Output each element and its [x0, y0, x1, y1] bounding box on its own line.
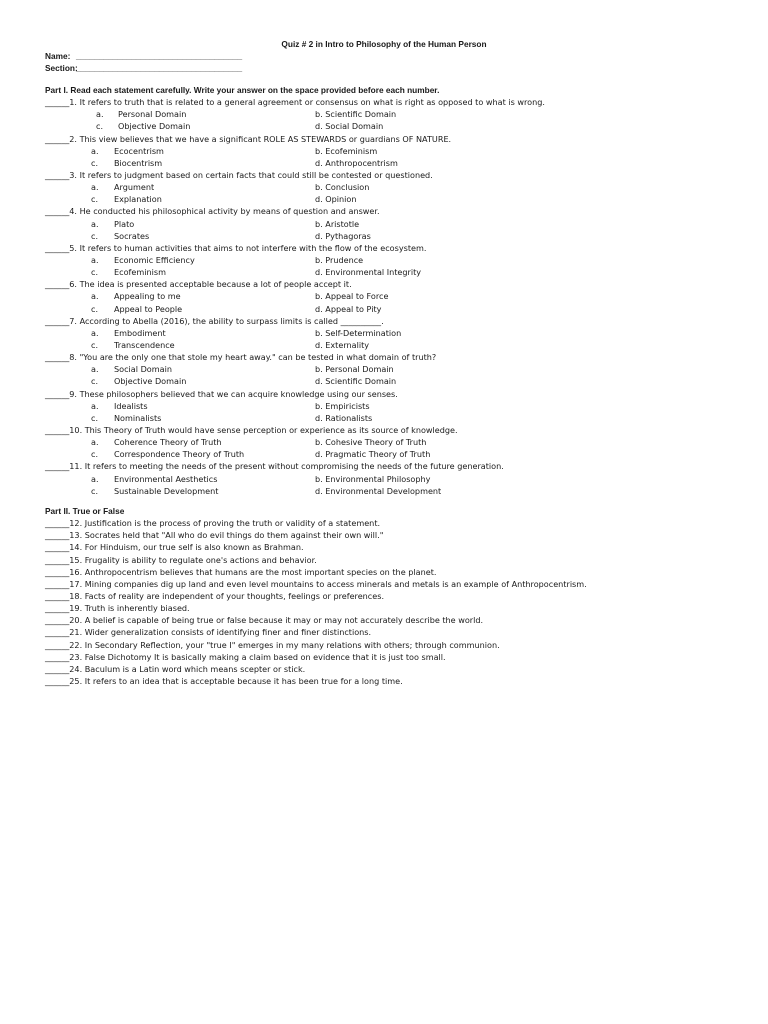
option-row	[45, 412, 725, 424]
option-right: d. Scientific Domain	[315, 376, 397, 387]
option-row	[45, 193, 725, 205]
option-letter: a.	[91, 291, 99, 302]
option-right: d. Social Domain	[315, 121, 384, 132]
part-one-heading: Part I. Read each statement carefully. Write your answer on the space provided before each number.	[45, 85, 440, 95]
true-false-item: ______16. Anthropocentrism believes that humans are the most important species on the planet.	[45, 566, 437, 577]
option-right: b. Prudence	[315, 254, 364, 265]
question-5: ______5. It refers to human activities that aims to not interfere with the flow of the ecosystem.	[45, 242, 427, 253]
option-letter: c.	[91, 230, 99, 241]
option-text: Social Domain	[114, 364, 172, 375]
option-text: Personal Domain	[118, 109, 187, 120]
option-right: d. Environmental Development	[315, 485, 442, 496]
true-false-item: ______20. A belief is capable of being true or false because it may or may not accurately describe the world.	[45, 615, 484, 626]
option-row	[45, 485, 725, 497]
name-label: Name:	[45, 51, 71, 61]
name-blank: ____________________________________	[76, 51, 243, 61]
option-row	[45, 448, 725, 460]
part-two	[45, 505, 725, 687]
option-row	[45, 436, 725, 448]
part-one-questions	[45, 96, 725, 497]
true-false-item: ______21. Wider generalization consists of identifying finer and finer distinctions.	[45, 627, 372, 638]
option-row	[45, 218, 725, 230]
true-false-item: ______18. Facts of reality are independent of your thoughts, feelings or preferences.	[45, 590, 385, 601]
question-1: ______1. It refers to truth that is related to a general agreement or consensus on what is right as opposed to what is wrong.	[45, 97, 545, 108]
option-text: Explanation	[114, 194, 162, 205]
question-7: ______7. According to Abella (2016), the ability to surpass limits is called __________.	[45, 315, 384, 326]
option-row	[45, 339, 725, 351]
option-row	[45, 145, 725, 157]
option-row	[45, 303, 725, 315]
section-blank: ____________________________________	[76, 63, 243, 73]
option-text: Objective Domain	[114, 376, 187, 387]
option-letter: c.	[91, 303, 99, 314]
question-9: ______9. These philosophers believed that we can acquire knowledge using our senses.	[45, 388, 398, 399]
option-text: Sustainable Development	[114, 485, 219, 496]
option-text: Correspondence Theory of Truth	[114, 449, 245, 460]
option-text: Appeal to People	[114, 303, 183, 314]
option-right: d. Pythagoras	[315, 230, 371, 241]
part-two-items	[45, 517, 725, 687]
true-false-item: ______24. Baculum is a Latin word which means scepter or stick.	[45, 663, 306, 674]
true-false-item: ______14. For Hinduism, our true self is also known as Brahman.	[45, 542, 304, 553]
option-text: Economic Efficiency	[114, 254, 195, 265]
option-letter: a.	[91, 182, 99, 193]
question-2: ______2. This view believes that we have a significant ROLE AS STEWARDS or guardians OF NATURE.	[45, 133, 452, 144]
option-row	[45, 327, 725, 339]
true-false-item: ______22. In Secondary Reflection, your "true I" emerges in my many relations with others; through communion.	[45, 639, 500, 650]
option-letter: c.	[96, 121, 104, 132]
option-right: b. Ecofeminism	[315, 145, 378, 156]
option-right: b. Scientific Domain	[315, 109, 397, 120]
option-right: d. Externality	[315, 339, 370, 350]
option-text: Nominalists	[114, 412, 162, 423]
option-text: Environmental Aesthetics	[114, 473, 218, 484]
part-one	[45, 84, 725, 497]
option-letter: c.	[91, 376, 99, 387]
option-right: b. Personal Domain	[315, 364, 394, 375]
option-text: Socrates	[114, 230, 150, 241]
option-row	[45, 266, 725, 278]
option-letter: c.	[91, 412, 99, 423]
option-text: Embodiment	[114, 327, 166, 338]
option-row	[45, 363, 725, 375]
option-right: d. Appeal to Pity	[315, 303, 382, 314]
part-two-heading: Part II. True or False	[45, 506, 125, 516]
option-letter: a.	[96, 109, 104, 120]
option-letter: c.	[91, 449, 99, 460]
section-label: Section:	[45, 63, 78, 73]
true-false-item: ______23. False Dichotomy It is basically making a claim based on evidence that it is just too small.	[45, 651, 446, 662]
option-letter: a.	[91, 437, 99, 448]
option-row	[45, 290, 725, 302]
option-text: Appealing to me	[114, 291, 181, 302]
option-row	[45, 181, 725, 193]
option-row	[45, 375, 725, 387]
true-false-item: ______25. It refers to an idea that is acceptable because it has been true for a long time.	[45, 675, 403, 686]
option-text: Plato	[114, 218, 135, 229]
section-line	[45, 62, 243, 74]
question-10: ______10. This Theory of Truth would have sense perception or experience as its source of knowledge.	[45, 424, 458, 435]
true-false-item: ______13. Socrates held that "All who do evil things do them against their own will."	[45, 530, 384, 541]
option-right: d. Rationalists	[315, 412, 373, 423]
option-right: d. Anthropocentrism	[315, 157, 398, 168]
option-row	[45, 157, 725, 169]
name-line	[45, 50, 243, 62]
option-right: b. Appeal to Force	[315, 291, 389, 302]
option-letter: a.	[91, 473, 99, 484]
option-letter: c.	[91, 339, 99, 350]
option-text: Ecofeminism	[114, 267, 166, 278]
option-right: b. Empiricists	[315, 400, 370, 411]
option-right: b. Conclusion	[315, 182, 370, 193]
option-letter: c.	[91, 194, 99, 205]
option-row	[45, 254, 725, 266]
option-text: Argument	[114, 182, 155, 193]
true-false-item: ______15. Frugality is ability to regulate one's actions and behavior.	[45, 554, 317, 565]
question-11: ______11. It refers to meeting the needs of the present without compromising the needs of the future generation.	[45, 461, 504, 472]
question-4: ______4. He conducted his philosophical activity by means of question and answer.	[45, 206, 380, 217]
option-text: Ecocentrism	[114, 145, 164, 156]
option-right: b. Self-Determination	[315, 327, 402, 338]
option-text: Coherence Theory of Truth	[114, 437, 222, 448]
true-false-item: ______12. Justification is the process of proving the truth or validity of a statement.	[45, 518, 381, 529]
question-6: ______6. The idea is presented acceptable because a lot of people accept it.	[45, 279, 352, 290]
option-row	[45, 108, 725, 120]
option-letter: a.	[91, 400, 99, 411]
question-8: ______8. "You are the only one that stole my heart away." can be tested in what domain of truth?	[45, 352, 437, 363]
option-row	[45, 230, 725, 242]
option-text: Biocentrism	[114, 157, 163, 168]
option-right: b. Aristotle	[315, 218, 360, 229]
option-right: d. Opinion	[315, 194, 357, 205]
option-letter: a.	[91, 145, 99, 156]
option-letter: a.	[91, 327, 99, 338]
option-letter: a.	[91, 364, 99, 375]
option-letter: c.	[91, 267, 99, 278]
option-text: Idealists	[114, 400, 148, 411]
option-letter: a.	[91, 218, 99, 229]
option-letter: c.	[91, 485, 99, 496]
option-row	[45, 120, 725, 132]
question-3: ______3. It refers to judgment based on certain facts that could still be contested or questioned.	[45, 169, 433, 180]
option-row	[45, 400, 725, 412]
option-right: d. Pragmatic Theory of Truth	[315, 449, 431, 460]
option-row	[45, 473, 725, 485]
option-letter: c.	[91, 157, 99, 168]
option-right: d. Environmental Integrity	[315, 267, 422, 278]
option-right: b. Cohesive Theory of Truth	[315, 437, 427, 448]
true-false-item: ______17. Mining companies dig up land and even level mountains to access minerals and metals is an example of Anthropocentrism.	[45, 578, 587, 589]
true-false-item: ______19. Truth is inherently biased.	[45, 603, 190, 614]
option-text: Transcendence	[114, 339, 175, 350]
option-text: Objective Domain	[118, 121, 191, 132]
quiz-title: Quiz # 2 in Intro to Philosophy of the Human Person	[281, 39, 487, 49]
option-letter: a.	[91, 254, 99, 265]
option-right: b. Environmental Philosophy	[315, 473, 431, 484]
